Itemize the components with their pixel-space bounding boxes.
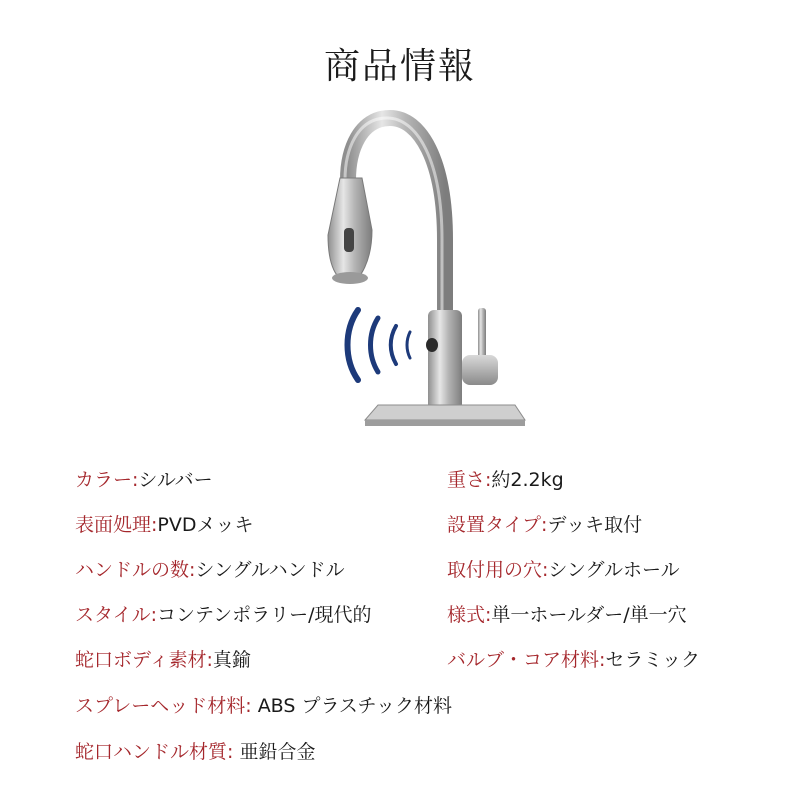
spec-label: スプレーヘッド材料:: [75, 695, 258, 717]
spec-surface: [75, 510, 254, 537]
spec-label: バルブ・コア材料:: [447, 649, 606, 671]
spec-style: [75, 600, 371, 627]
spec-label: 表面処理:: [75, 514, 158, 536]
spec-value: 真鍮: [212, 649, 251, 671]
spec-label: 取付用の穴:: [447, 559, 549, 581]
spec-value: デッキ取付: [547, 514, 643, 536]
spec-value: PVDメッキ: [157, 514, 254, 536]
spec-format: [447, 600, 687, 627]
spec-handle-count: [75, 555, 345, 582]
spec-label: 蛇口ボディ素材:: [75, 649, 213, 671]
spec-label: 設置タイプ:: [447, 514, 548, 536]
spec-value: シルバー: [138, 469, 213, 491]
spec-value: 単一ホールダー/単一穴: [491, 604, 687, 626]
spec-label: 様式:: [447, 604, 492, 626]
spec-color: [75, 465, 213, 492]
spec-label: カラー:: [75, 469, 139, 491]
spec-install-type: [447, 510, 642, 537]
spec-label: スタイル:: [75, 604, 158, 626]
spec-value: 亜鉛合金: [239, 741, 316, 763]
spec-spray-head: [75, 691, 452, 718]
spec-value: シングルホール: [548, 559, 680, 581]
spec-value: ABS プラスチック材料: [257, 695, 452, 717]
spec-value: シングルハンドル: [195, 559, 345, 581]
spec-handle-material: [75, 737, 315, 764]
spec-weight: [447, 465, 564, 492]
faucet-image: [300, 100, 560, 440]
page-title: 商品情報: [323, 46, 476, 87]
spec-body-material: [75, 645, 251, 672]
spec-value: 約2.2kg: [491, 469, 564, 491]
spec-value: コンテンポラリー/現代的: [157, 604, 372, 626]
spec-valve-core: [447, 645, 700, 672]
spec-mounting-hole: [447, 555, 680, 582]
spec-label: 蛇口ハンドル材質:: [75, 741, 240, 763]
spec-value: セラミック: [605, 649, 701, 671]
spec-label: ハンドルの数:: [75, 559, 196, 581]
spec-label: 重さ:: [447, 469, 492, 491]
